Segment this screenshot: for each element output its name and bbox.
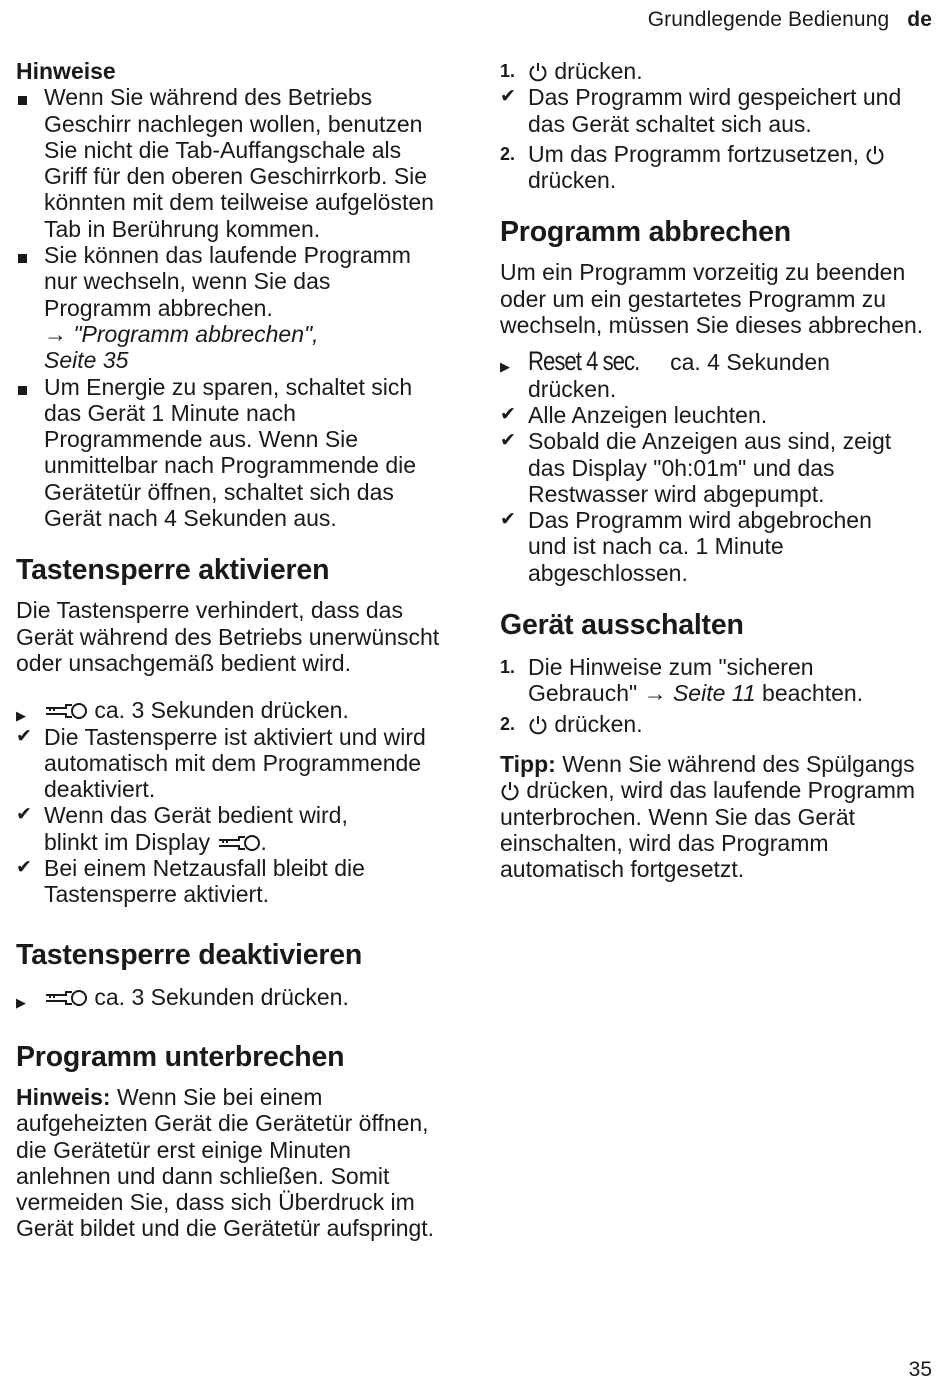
reset-button-label: Reset 4 sec. xyxy=(528,346,640,377)
power-icon xyxy=(500,781,520,801)
left-column xyxy=(16,56,456,1242)
key-icon xyxy=(44,988,88,1008)
result-item: ✔ Das Programm wird gespeichert und das Gerät schaltet sich aus. xyxy=(500,84,902,137)
check-icon: ✔ xyxy=(500,509,516,531)
header-lang: de xyxy=(907,8,932,31)
square-bullet-icon xyxy=(18,386,27,395)
hinweise-item: Wenn Sie während des Betriebs Geschirr nachlegen wollen, benutzen Sie nicht die Tab-Auffangschale als Griff für den oberen Geschirrkorb. Sie könnten mit dem teilweise aufgelösten Tab in Berührung kommen. xyxy=(16,84,456,242)
result-item: ✔ Alle Anzeigen leuchten. xyxy=(500,401,768,428)
power-icon xyxy=(865,145,885,165)
tipp-text: Tipp: Wenn Sie während des Spülgangs drücken, wird das laufende Programm unterbrochen. Wenn Sie das Gerät einschalten, wird das Programm automatisch fortgesetzt. xyxy=(500,750,916,883)
check-icon: ✔ xyxy=(16,804,32,826)
check-icon: ✔ xyxy=(500,430,516,452)
aktivieren-heading: Tastensperre aktivieren xyxy=(16,554,330,587)
aktivieren-action: ▶ ca. 3 Sekunden drücken. xyxy=(16,697,456,723)
safety-page-ref[interactable]: → Seite 11 xyxy=(643,680,756,707)
check-icon: ✔ xyxy=(500,86,516,108)
header-section: Grundlegende Bedienung xyxy=(647,8,890,31)
step-item: 2. drücken. xyxy=(500,710,643,737)
power-icon xyxy=(528,715,548,735)
hinweise-item: Sie können das laufende Programm nur wechseln, wenn Sie das Programm abbrechen. → "Programm abbrechen", Seite 35 xyxy=(16,242,456,373)
abbrechen-action: ▶ Reset 4 sec. ca. 4 Sekunden drücken. xyxy=(500,346,830,402)
power-icon xyxy=(528,62,548,82)
arrow-right-icon: → xyxy=(643,680,673,707)
triangle-bullet-icon: ▶ xyxy=(16,708,26,724)
hinweise-title: Hinweise xyxy=(16,58,116,84)
triangle-bullet-icon: ▶ xyxy=(500,359,510,375)
aktivieren-text: Die Tastensperre verhindert, dass das Gerät während des Betriebs unerwünscht oder unsachgemäß bedient wird. xyxy=(16,597,440,676)
abbrechen-text: Um ein Programm vorzeitig zu beenden oder um ein gestartetes Programm zu wechseln, müssen Sie dieses abbrechen. xyxy=(500,259,924,339)
right-column xyxy=(500,56,932,882)
result-item: ✔ Wenn das Gerät bedient wird, blinkt im Display . xyxy=(16,802,348,855)
check-icon: ✔ xyxy=(16,857,32,879)
abbrechen-heading: Programm abbrechen xyxy=(500,216,791,249)
deaktivieren-action: ▶ ca. 3 Sekunden drücken. xyxy=(16,984,456,1010)
check-icon: ✔ xyxy=(16,725,32,747)
result-item: ✔ Das Programm wird abgebrochen und ist nach ca. 1 Minute abgeschlossen. xyxy=(500,507,872,586)
result-item: ✔ Bei einem Netzausfall bleibt die Tastensperre aktiviert. xyxy=(16,855,365,908)
ausschalten-heading: Gerät ausschalten xyxy=(500,609,744,642)
step-item: 1. Die Hinweise zum "sicheren Gebrauch" → Seite 11 beachten. xyxy=(500,654,864,707)
page-number: 35 xyxy=(908,1358,932,1381)
step-item: 2. Um das Programm fortzusetzen, drücken. xyxy=(500,141,932,194)
check-icon: ✔ xyxy=(500,403,516,425)
arrow-right-icon: → xyxy=(44,320,74,347)
result-item: ✔ Die Tastensperre ist aktiviert und wird automatisch mit dem Programmende deaktiviert. xyxy=(16,723,426,803)
square-bullet-icon xyxy=(18,254,27,263)
unterbrechen-heading: Programm unterbrechen xyxy=(16,1040,345,1073)
hinweise-item: Um Energie zu sparen, schaltet sich das Gerät 1 Minute nach Programmende aus. Wenn Sie unmittelbar nach Programmende die Gerätetür öffnen, schaltet sich das Gerät nach 4 Sekunden aus. xyxy=(16,374,456,532)
unterbrechen-text: Hinweis: Wenn Sie bei einem aufgeheizten Gerät die Gerätetür öffnen, die Gerätetür erst einige Minuten anlehnen und dann schließen. Somit vermeiden Sie, dass sich Überdruck im Gerät bildet und die Gerätetür aufspringt. xyxy=(16,1083,435,1242)
hinweise-ref[interactable]: → "Programm abbrechen", Seite 35 xyxy=(44,320,319,374)
key-icon xyxy=(217,833,261,853)
triangle-bullet-icon: ▶ xyxy=(16,994,26,1010)
step-item: 1. drücken. xyxy=(500,58,643,84)
square-bullet-icon xyxy=(18,96,27,105)
deaktivieren-heading: Tastensperre deaktivieren xyxy=(16,938,363,971)
page-header xyxy=(648,8,932,32)
result-item: ✔ Sobald die Anzeigen aus sind, zeigt das Display "0h:01m" und das Restwasser wird abgepumpt. xyxy=(500,428,892,507)
key-icon xyxy=(44,701,88,721)
